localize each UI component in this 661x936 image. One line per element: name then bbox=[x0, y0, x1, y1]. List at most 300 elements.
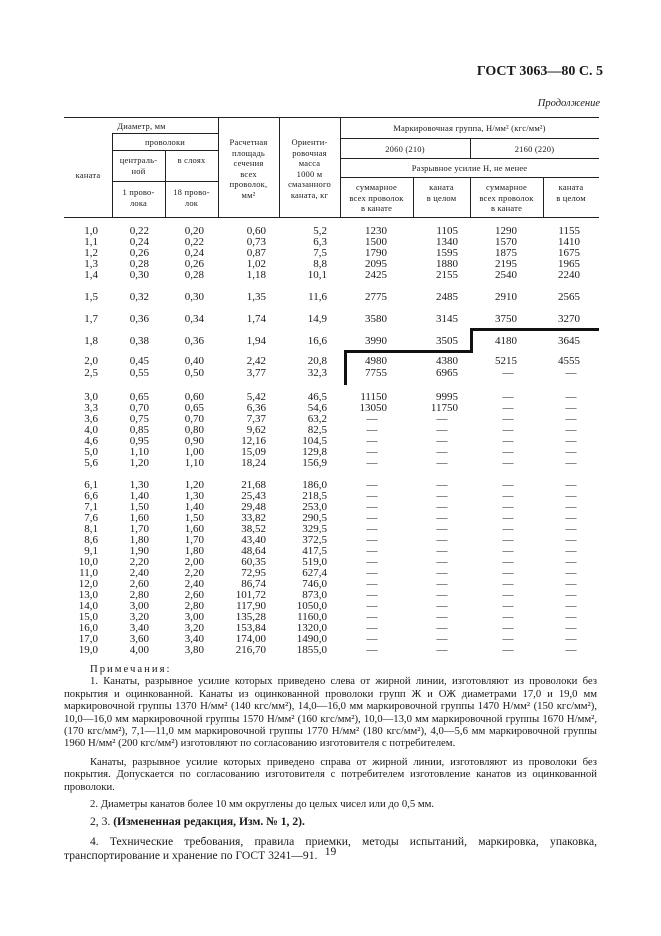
table-cell: 1490,0 bbox=[296, 633, 327, 645]
table-cell: 20,8 bbox=[307, 355, 327, 367]
table-cell: — bbox=[502, 567, 514, 579]
table-cell: 2775 bbox=[365, 291, 387, 303]
table-cell: 0,36 bbox=[129, 313, 149, 325]
table-cell: — bbox=[502, 479, 514, 491]
table-cell: 1,60 bbox=[184, 523, 204, 535]
table-cell: 18,24 bbox=[241, 457, 266, 469]
table-cell: 1,00 bbox=[184, 446, 204, 458]
table-cell: 2540 bbox=[495, 269, 517, 281]
table-cell: 0,55 bbox=[129, 367, 149, 379]
table-cell: 63,2 bbox=[307, 413, 327, 425]
table-cell: 19,0 bbox=[78, 644, 98, 656]
rope-diameter-header: каната bbox=[75, 170, 101, 180]
table-cell: — bbox=[436, 413, 448, 425]
table-cell: 627,4 bbox=[302, 567, 327, 579]
total-wires-header-2: суммарное всех проволок в канате bbox=[479, 182, 534, 213]
table-cell: — bbox=[366, 644, 378, 656]
table-cell: 1570 bbox=[495, 236, 517, 248]
table-cell: 7,6 bbox=[84, 512, 98, 524]
table-cell: 15,0 bbox=[78, 611, 98, 623]
table-cell: 1340 bbox=[436, 236, 458, 248]
table-cell: 9,1 bbox=[84, 545, 98, 557]
table-cell: 0,60 bbox=[184, 391, 204, 403]
table-cell: 13050 bbox=[359, 402, 387, 414]
table-cell: 3,0 bbox=[84, 391, 98, 403]
table-cell: — bbox=[565, 413, 577, 425]
table-cell: — bbox=[436, 479, 448, 491]
table-cell: 2910 bbox=[495, 291, 517, 303]
table-cell: — bbox=[436, 446, 448, 458]
table-cell: 1,18 bbox=[246, 269, 266, 281]
table-cell: — bbox=[502, 644, 514, 656]
table-cell: 129,8 bbox=[302, 446, 327, 458]
table-cell: — bbox=[366, 523, 378, 535]
table-cell: — bbox=[436, 523, 448, 535]
table-cell: 0,20 bbox=[184, 225, 204, 237]
table-cell: — bbox=[366, 622, 378, 634]
table-cell: 1,7 bbox=[84, 313, 98, 325]
table-cell: 0,65 bbox=[184, 402, 204, 414]
grade-2060-header: 2060 (210) bbox=[385, 144, 425, 154]
table-cell: 1,20 bbox=[184, 479, 204, 491]
table-cell: 6,1 bbox=[84, 479, 98, 491]
table-cell: 4,00 bbox=[129, 644, 149, 656]
central-wire-header: централь- ной bbox=[119, 155, 158, 176]
table-cell: 29,48 bbox=[241, 501, 266, 513]
table-cell: 7,5 bbox=[313, 247, 327, 259]
table-cell: 7,37 bbox=[246, 413, 266, 425]
breaking-force-header: Разрывное усилие Н, не менее bbox=[411, 163, 528, 173]
table-cell: 1,94 bbox=[246, 335, 266, 347]
table-cell: 0,80 bbox=[184, 424, 204, 436]
table-cell: 1,5 bbox=[84, 291, 98, 303]
table-cell: 372,5 bbox=[302, 534, 327, 546]
table-cell: 8,6 bbox=[84, 534, 98, 546]
table-cell: — bbox=[502, 589, 514, 601]
table-cell: — bbox=[436, 556, 448, 568]
table-cell: 2,40 bbox=[129, 567, 149, 579]
table-cell: 2,80 bbox=[184, 600, 204, 612]
table-cell: 25,43 bbox=[241, 490, 266, 502]
table-cell: — bbox=[565, 556, 577, 568]
table-cell: 0,32 bbox=[129, 291, 149, 303]
table-cell: 0,30 bbox=[129, 269, 149, 281]
table-cell: — bbox=[502, 424, 514, 436]
table-cell: — bbox=[436, 644, 448, 656]
table-cell: — bbox=[366, 413, 378, 425]
table-cell: 3,80 bbox=[184, 644, 204, 656]
table-cell: — bbox=[366, 435, 378, 447]
table-cell: 3,40 bbox=[129, 622, 149, 634]
table-cell: 1965 bbox=[558, 258, 580, 270]
table-cell: 1,10 bbox=[184, 457, 204, 469]
table-cell: 2,60 bbox=[184, 589, 204, 601]
table-cell: 1595 bbox=[436, 247, 458, 259]
table-cell: 746,0 bbox=[302, 578, 327, 590]
table-cell: 48,64 bbox=[241, 545, 266, 557]
table-cell: — bbox=[366, 567, 378, 579]
table-cell: 2,0 bbox=[84, 355, 98, 367]
table-cell: — bbox=[366, 424, 378, 436]
table-cell: 3,6 bbox=[84, 413, 98, 425]
table-cell: 2,60 bbox=[129, 578, 149, 590]
table-cell: 0,73 bbox=[246, 236, 266, 248]
table-cell: — bbox=[436, 633, 448, 645]
table-cell: — bbox=[436, 435, 448, 447]
table-cell: — bbox=[502, 545, 514, 557]
table-cell: 17,0 bbox=[78, 633, 98, 645]
note-1-continued: Канаты, разрывное усилие которых приведено справа от жирной линии, изготовляют из проволоки без покрытия. Допускается по согласованию изготовителя с потребителем изготовление канатов из оцинкованной проволоки. bbox=[64, 755, 597, 793]
table-cell: — bbox=[366, 490, 378, 502]
table-cell: 5,0 bbox=[84, 446, 98, 458]
table-cell: 43,40 bbox=[241, 534, 266, 546]
table-cell: 1290 bbox=[495, 225, 517, 237]
table-cell: 1,40 bbox=[184, 501, 204, 513]
table-cell: — bbox=[436, 600, 448, 612]
table-cell: — bbox=[565, 490, 577, 502]
table-cell: 16,6 bbox=[307, 335, 327, 347]
table-cell: 1,10 bbox=[129, 446, 149, 458]
table-cell: — bbox=[565, 512, 577, 524]
table-cell: 218,5 bbox=[302, 490, 327, 502]
table-cell: 0,87 bbox=[246, 247, 266, 259]
table-cell: 1,40 bbox=[129, 490, 149, 502]
table-cell: — bbox=[366, 611, 378, 623]
table-cell: — bbox=[502, 523, 514, 535]
table-cell: 54,6 bbox=[307, 402, 327, 414]
table-cell: 6,6 bbox=[84, 490, 98, 502]
table-cell: — bbox=[565, 435, 577, 447]
table-cell: 1,30 bbox=[129, 479, 149, 491]
table-cell: 0,60 bbox=[246, 225, 266, 237]
table-cell: 0,26 bbox=[184, 258, 204, 270]
table-cell: 0,28 bbox=[184, 269, 204, 281]
table-cell: — bbox=[565, 600, 577, 612]
table-cell: 873,0 bbox=[302, 589, 327, 601]
table-cell: — bbox=[436, 578, 448, 590]
table-cell: 5,2 bbox=[313, 225, 327, 237]
table-cell: 3,20 bbox=[184, 622, 204, 634]
table-cell: — bbox=[502, 413, 514, 425]
table-cell: — bbox=[502, 512, 514, 524]
note-1: 1. Канаты, разрывное усилие которых приведено слева от жирной линии, изготовляют из проволоки без покрытия и оцинкованной. Канаты из оцинкованной проволоки групп Ж и ОЖ диаметрами 17,0 и 19,0 мм маркировочной группы 1370 Н/мм² (140 кгс/мм²), 14,0—16,0 мм маркировочной группы 1470 Н/мм² (150 кгс/мм²), 10,0—16,0 мм маркировочной группы 1570 Н/мм² (160 кгс/мм²), 10,0—13,0 мм маркировочной группы 1670 Н/мм², (170 кгс/мм²), 7,1—11,0 мм маркировочной группы 1770 Н/мм² (180 кгс/мм²), 4,0—5,6 мм маркировочной группы 1960 Н/мм² (200 кгс/мм²) изготовляют по согласованию изготовителя с потребителем. bbox=[64, 675, 597, 750]
table-cell: 9995 bbox=[436, 391, 458, 403]
table-cell: 2155 bbox=[436, 269, 458, 281]
table-cell: 0,22 bbox=[184, 236, 204, 248]
table-cell: — bbox=[436, 611, 448, 623]
table-cell: 4,0 bbox=[84, 424, 98, 436]
table-cell: 1790 bbox=[365, 247, 387, 259]
table-cell: 5,42 bbox=[246, 391, 266, 403]
eighteen-wires-header: 18 прово- лок bbox=[173, 187, 210, 208]
table-cell: 329,5 bbox=[302, 523, 327, 535]
table-cell: 2565 bbox=[558, 291, 580, 303]
table-cell: 11,6 bbox=[308, 291, 327, 303]
table-cell: — bbox=[565, 424, 577, 436]
table-cell: — bbox=[565, 446, 577, 458]
table-cell: 1160,0 bbox=[297, 611, 327, 623]
table-cell: 1500 bbox=[365, 236, 387, 248]
table-cell: 1105 bbox=[436, 225, 458, 237]
table-cell: — bbox=[565, 644, 577, 656]
table-cell: 0,34 bbox=[184, 313, 204, 325]
table-cell: 1,1 bbox=[84, 236, 98, 248]
table-cell: 2,80 bbox=[129, 589, 149, 601]
table-cell: — bbox=[502, 391, 514, 403]
table-cell: 72,95 bbox=[241, 567, 266, 579]
table-cell: 10,0 bbox=[78, 556, 98, 568]
table-cell: 3145 bbox=[436, 313, 458, 325]
table-cell: 1875 bbox=[495, 247, 517, 259]
table-cell: 0,70 bbox=[184, 413, 204, 425]
table-cell: 1,0 bbox=[84, 225, 98, 237]
table-cell: 6,36 bbox=[246, 402, 266, 414]
table-cell: 14,0 bbox=[78, 600, 98, 612]
table-cell: — bbox=[366, 556, 378, 568]
table-cell: 1,35 bbox=[246, 291, 266, 303]
diameter-group-header: Диаметр, мм bbox=[117, 121, 166, 131]
notes-heading: Примечания: bbox=[90, 663, 172, 675]
table-cell: — bbox=[502, 367, 514, 379]
table-cell: 1,60 bbox=[129, 512, 149, 524]
table-cell: 1,80 bbox=[129, 534, 149, 546]
table-cell: 156,9 bbox=[302, 457, 327, 469]
table-cell: 4380 bbox=[436, 355, 458, 367]
table-cell: — bbox=[502, 556, 514, 568]
table-cell: 82,5 bbox=[307, 424, 327, 436]
table-cell: 6,3 bbox=[313, 236, 327, 248]
table-cell: 0,40 bbox=[184, 355, 204, 367]
table-cell: 1,74 bbox=[246, 313, 266, 325]
table-cell: 3270 bbox=[558, 313, 580, 325]
table-cell: — bbox=[565, 402, 577, 414]
table-cell: 3,20 bbox=[129, 611, 149, 623]
table-cell: 417,5 bbox=[302, 545, 327, 557]
table-cell: 7,1 bbox=[84, 501, 98, 513]
table-cell: — bbox=[565, 523, 577, 535]
notes-section bbox=[64, 663, 597, 863]
table-cell: 0,45 bbox=[129, 355, 149, 367]
table-cell: 253,0 bbox=[302, 501, 327, 513]
note-4: 4. Технические требования, правила приемки, методы испытаний, маркировка, упаковка, транспортирование и хранение по ГОСТ 3241—91. bbox=[64, 835, 597, 863]
table-cell: 15,09 bbox=[241, 446, 266, 458]
table-cell: 11750 bbox=[430, 402, 458, 414]
table-cell: 46,5 bbox=[307, 391, 327, 403]
table-cell: — bbox=[565, 545, 577, 557]
table-cell: — bbox=[565, 367, 577, 379]
table-cell: 16,0 bbox=[78, 622, 98, 634]
table-cell: 2095 bbox=[365, 258, 387, 270]
whole-rope-header-2: каната в целом bbox=[556, 182, 586, 203]
table-cell: 1855,0 bbox=[296, 644, 327, 656]
table-cell: 1,3 bbox=[84, 258, 98, 270]
table-cell: — bbox=[502, 633, 514, 645]
table-cell: 1,02 bbox=[246, 258, 266, 270]
table-cell: — bbox=[366, 457, 378, 469]
table-cell: 10,1 bbox=[307, 269, 327, 281]
table-cell: 0,38 bbox=[129, 335, 149, 347]
table-cell: — bbox=[436, 622, 448, 634]
table-cell: — bbox=[436, 512, 448, 524]
table-cell: 3,40 bbox=[184, 633, 204, 645]
table-cell: — bbox=[565, 501, 577, 513]
table-cell: — bbox=[366, 512, 378, 524]
table-cell: 3750 bbox=[495, 313, 517, 325]
table-cell: — bbox=[565, 633, 577, 645]
table-cell: — bbox=[436, 534, 448, 546]
table-cell: 0,24 bbox=[184, 247, 204, 259]
table-cell: — bbox=[436, 589, 448, 601]
table-cell: 1880 bbox=[436, 258, 458, 270]
table-cell: 2,20 bbox=[129, 556, 149, 568]
table-cell: — bbox=[565, 578, 577, 590]
table-cell: 21,68 bbox=[241, 479, 266, 491]
table-cell: — bbox=[436, 490, 448, 502]
table-cell: 2,42 bbox=[246, 355, 266, 367]
table-cell: — bbox=[502, 611, 514, 623]
table-cell: 519,0 bbox=[302, 556, 327, 568]
table-cell: 11,0 bbox=[79, 567, 98, 579]
table-cell: 5215 bbox=[495, 355, 517, 367]
table-cell: 2,20 bbox=[184, 567, 204, 579]
table-cell: — bbox=[436, 501, 448, 513]
table-cell: 4180 bbox=[495, 335, 517, 347]
table-cell: — bbox=[366, 600, 378, 612]
table-cell: 33,82 bbox=[241, 512, 266, 524]
table-cell: 117,90 bbox=[236, 600, 266, 612]
table-cell: — bbox=[502, 457, 514, 469]
table-cell: 12,0 bbox=[78, 578, 98, 590]
table-cell: 1,80 bbox=[184, 545, 204, 557]
table-cell: 3645 bbox=[558, 335, 580, 347]
table-cell: 38,52 bbox=[241, 523, 266, 535]
area-header: Расчетная площадь сечения всех проволок, мм² bbox=[229, 137, 268, 200]
table-cell: 135,28 bbox=[235, 611, 266, 623]
table-cell: 0,24 bbox=[129, 236, 149, 248]
table-cell: 153,84 bbox=[235, 622, 266, 634]
table-cell: 1230 bbox=[365, 225, 387, 237]
amendment-note: 2, 3. (Измененная редакция, Изм. № 1, 2). bbox=[90, 815, 305, 829]
table-cell: 0,90 bbox=[184, 435, 204, 447]
table-cell: 0,22 bbox=[129, 225, 149, 237]
table-cell: 0,70 bbox=[129, 402, 149, 414]
table-cell: — bbox=[502, 435, 514, 447]
table-cell: 1,90 bbox=[129, 545, 149, 557]
table-cell: — bbox=[502, 534, 514, 546]
table-cell: — bbox=[565, 534, 577, 546]
table-cell: 0,50 bbox=[184, 367, 204, 379]
table-cell: — bbox=[502, 402, 514, 414]
header-bottom-rule bbox=[64, 217, 599, 218]
table-cell: 3,00 bbox=[184, 611, 204, 623]
table-cell: — bbox=[502, 501, 514, 513]
table-cell: 13,0 bbox=[78, 589, 98, 601]
table-cell: — bbox=[565, 567, 577, 579]
table-cell: — bbox=[366, 633, 378, 645]
table-cell: 2,5 bbox=[84, 367, 98, 379]
total-wires-header-1: суммарное всех проволок в канате bbox=[349, 182, 404, 213]
table-cell: — bbox=[502, 622, 514, 634]
table-cell: — bbox=[502, 600, 514, 612]
table-cell: 1410 bbox=[558, 236, 580, 248]
table-cell: — bbox=[366, 589, 378, 601]
table-cell: 3580 bbox=[365, 313, 387, 325]
table-cell: 1,20 bbox=[129, 457, 149, 469]
table-cell: — bbox=[565, 457, 577, 469]
table-cell: 216,70 bbox=[235, 644, 266, 656]
table-cell: 101,72 bbox=[235, 589, 266, 601]
table-cell: — bbox=[366, 545, 378, 557]
table-cell: 174,00 bbox=[235, 633, 266, 645]
table-cell: — bbox=[565, 479, 577, 491]
page-number: 19 bbox=[324, 846, 337, 858]
table-cell: 4,6 bbox=[84, 435, 98, 447]
table-cell: 60,35 bbox=[241, 556, 266, 568]
table-cell: 8,8 bbox=[313, 258, 327, 270]
table-cell: — bbox=[502, 578, 514, 590]
table-cell: 2485 bbox=[436, 291, 458, 303]
table-cell: — bbox=[436, 424, 448, 436]
table-cell: 3,60 bbox=[129, 633, 149, 645]
table-cell: 0,36 bbox=[184, 335, 204, 347]
table-cell: — bbox=[436, 457, 448, 469]
table-cell: 2195 bbox=[495, 258, 517, 270]
table-cell: 1,70 bbox=[184, 534, 204, 546]
table-cell: — bbox=[565, 622, 577, 634]
table-cell: 4980 bbox=[365, 355, 387, 367]
table-cell: 14,9 bbox=[307, 313, 327, 325]
table-cell: 6965 bbox=[436, 367, 458, 379]
grade-2160-header: 2160 (220) bbox=[514, 144, 555, 154]
table-cell: 1,50 bbox=[129, 501, 149, 513]
table-cell: 0,75 bbox=[129, 413, 149, 425]
table-cell: 11150 bbox=[360, 391, 387, 403]
table-cell: 2,00 bbox=[184, 556, 204, 568]
table-cell: — bbox=[565, 589, 577, 601]
table-cell: — bbox=[366, 446, 378, 458]
table-cell: — bbox=[502, 446, 514, 458]
table-cell: 4555 bbox=[558, 355, 580, 367]
table-cell: 1155 bbox=[558, 225, 580, 237]
table-cell: 32,3 bbox=[307, 367, 327, 379]
table-cell: 290,5 bbox=[302, 512, 327, 524]
table-cell: 3,00 bbox=[129, 600, 149, 612]
table-cell: 3,3 bbox=[84, 402, 98, 414]
table-cell: 1,30 bbox=[184, 490, 204, 502]
table-cell: — bbox=[366, 501, 378, 513]
table-cell: 0,85 bbox=[129, 424, 149, 436]
table-cell: 0,65 bbox=[129, 391, 149, 403]
table-cell: — bbox=[565, 391, 577, 403]
layer-wires-header: в слоях bbox=[177, 155, 206, 165]
table-cell: 2,40 bbox=[184, 578, 204, 590]
table-cell: 0,30 bbox=[184, 291, 204, 303]
table-cell: 86,74 bbox=[241, 578, 266, 590]
document-code: ГОСТ 3063—80 С. 5 bbox=[476, 64, 603, 79]
wires-header: проволоки bbox=[144, 137, 186, 147]
table-cell: 2240 bbox=[558, 269, 580, 281]
table-cell: — bbox=[436, 567, 448, 579]
table-cell: 12,16 bbox=[241, 435, 266, 447]
note-2: 2. Диаметры канатов более 10 мм округлены до целых чисел или до 0,5 мм. bbox=[90, 798, 435, 811]
table-top-rule bbox=[64, 117, 599, 118]
one-wire-header: 1 прово- лока bbox=[122, 187, 155, 208]
table-cell: 1320,0 bbox=[296, 622, 327, 634]
table-cell: — bbox=[366, 534, 378, 546]
table-cell: — bbox=[366, 479, 378, 491]
mass-header: Ориенти- ровочная масса 1000 м смазанного каната, кг bbox=[288, 137, 331, 200]
table-cell: 1050,0 bbox=[296, 600, 327, 612]
